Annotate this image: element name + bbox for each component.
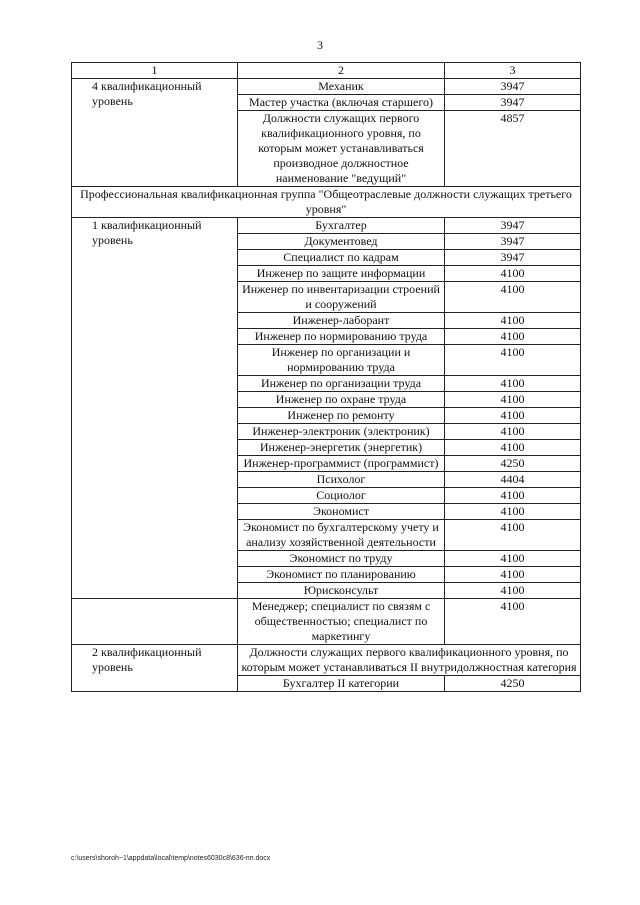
salary-cell: 4100 — [445, 392, 581, 408]
position-cell: Менеджер; специалист по связям с общественностью; специалист по маркетингу — [238, 599, 445, 645]
salary-cell: 4100 — [445, 266, 581, 282]
position-cell: Инженер по ремонту — [238, 408, 445, 424]
salary-cell: 4100 — [445, 313, 581, 329]
salary-cell: 4100 — [445, 376, 581, 392]
position-cell: Экономист по труду — [238, 551, 445, 567]
position-cell: Бухгалтер — [238, 218, 445, 234]
position-cell: Инженер-лаборант — [238, 313, 445, 329]
salary-cell: 3947 — [445, 79, 581, 95]
position-cell: Мастер участка (включая старшего) — [238, 95, 445, 111]
header-cell: 3 — [445, 63, 581, 79]
salary-cell: 4100 — [445, 408, 581, 424]
group-row — [72, 187, 581, 218]
salary-table — [71, 62, 581, 692]
level-label: 2 квалификационный уровень — [72, 645, 238, 692]
position-cell: Инженер по инвентаризации строений и сооружений — [238, 282, 445, 313]
page-number: 3 — [317, 38, 323, 52]
level-label: 4 квалификационный уровень — [72, 79, 238, 187]
group-title: Профессиональная квалификационная группа "Общеотраслевые должности служащих третьего уровня" — [72, 187, 581, 218]
table-row — [72, 218, 581, 234]
position-cell: Специалист по кадрам — [238, 250, 445, 266]
position-cell: Инженер-программист (программист) — [238, 456, 445, 472]
salary-cell: 3947 — [445, 234, 581, 250]
empty-cell — [72, 599, 238, 645]
salary-cell: 4404 — [445, 472, 581, 488]
salary-cell: 4100 — [445, 440, 581, 456]
position-cell: Экономист по бухгалтерскому учету и анализу хозяйственной деятельности — [238, 520, 445, 551]
salary-cell: 4857 — [445, 111, 581, 187]
salary-cell: 4100 — [445, 282, 581, 313]
position-cell: Инженер по организации и нормированию труда — [238, 345, 445, 376]
salary-cell: 4100 — [445, 329, 581, 345]
salary-cell: 3947 — [445, 250, 581, 266]
position-cell: Инженер по охране труда — [238, 392, 445, 408]
salary-cell: 4100 — [445, 583, 581, 599]
position-cell: Экономист по планированию — [238, 567, 445, 583]
table-row — [72, 79, 581, 95]
salary-cell: 4100 — [445, 567, 581, 583]
position-cell: Инженер по организации труда — [238, 376, 445, 392]
position-cell: Инженер-энергетик (энергетик) — [238, 440, 445, 456]
position-cell: Инженер по защите информации — [238, 266, 445, 282]
salary-cell: 3947 — [445, 218, 581, 234]
position-cell: Инженер по нормированию труда — [238, 329, 445, 345]
position-cell: Бухгалтер II категории — [238, 676, 445, 692]
file-path-footer: c:\users\shoroh~1\appdata\local\temp\notes6030c8\636-пп.docx — [71, 855, 271, 862]
position-cell: Психолог — [238, 472, 445, 488]
salary-cell: 4100 — [445, 599, 581, 645]
header-cell: 2 — [238, 63, 445, 79]
header-row — [72, 63, 581, 79]
salary-cell: 4100 — [445, 504, 581, 520]
level-label: 1 квалификационный уровень — [72, 218, 238, 599]
salary-cell: 4100 — [445, 345, 581, 376]
position-cell: Юрисконсульт — [238, 583, 445, 599]
salary-cell: 4100 — [445, 424, 581, 440]
salary-cell: 4100 — [445, 551, 581, 567]
salary-cell: 4100 — [445, 488, 581, 504]
table-row — [72, 645, 581, 676]
position-cell: Инженер-электроник (электроник) — [238, 424, 445, 440]
position-cell: Документовед — [238, 234, 445, 250]
salary-cell: 4100 — [445, 520, 581, 551]
salary-cell: 3947 — [445, 95, 581, 111]
position-cell: Социолог — [238, 488, 445, 504]
position-cell: Должности служащих первого квалификационного уровня, по которым может устанавливаться производное должностное наименование "ведущий" — [238, 111, 445, 187]
position-cell: Механик — [238, 79, 445, 95]
header-cell: 1 — [72, 63, 238, 79]
position-cell: Экономист — [238, 504, 445, 520]
salary-cell: 4250 — [445, 676, 581, 692]
table-row — [72, 599, 581, 645]
category-note: Должности служащих первого квалификационного уровня, по которым может устанавливаться II внутридолжностная категория — [238, 645, 581, 676]
salary-cell: 4250 — [445, 456, 581, 472]
